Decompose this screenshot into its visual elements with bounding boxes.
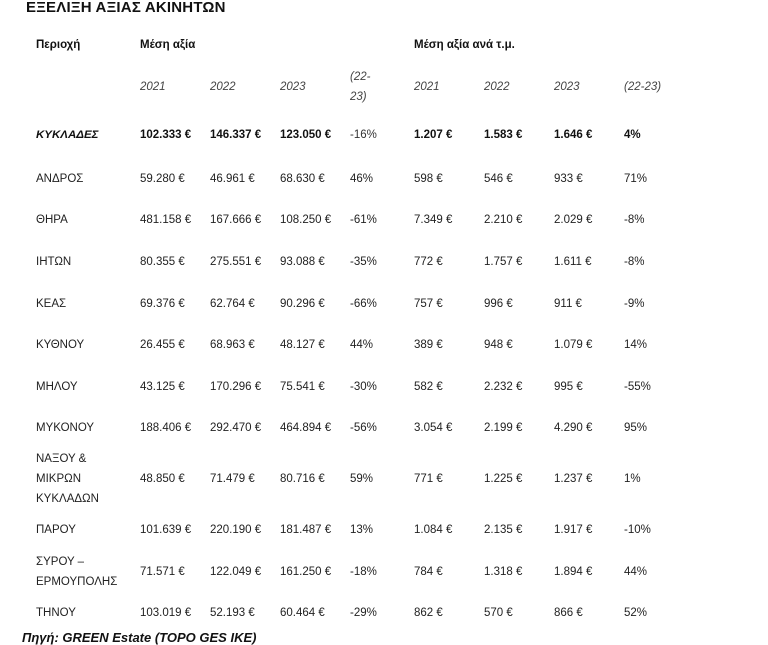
region-name <box>26 283 130 325</box>
value-text: 108.250 € <box>280 214 332 227</box>
value-text: 170.296 € <box>210 380 262 393</box>
header-avg-value: Μέση αξία <box>140 39 196 51</box>
sqm-change: 14% <box>624 339 648 352</box>
value-text: 995 € <box>554 380 583 393</box>
value-text: 52.193 € <box>210 607 255 620</box>
value-text: 771 € <box>414 473 443 486</box>
region-name <box>26 158 130 200</box>
value-2021 <box>130 509 200 551</box>
value-text: 292.470 € <box>210 422 262 435</box>
year-header: 2023 <box>554 81 580 93</box>
value-2023 <box>270 283 340 325</box>
table-row <box>26 241 684 283</box>
sqm-2022 <box>474 592 544 634</box>
value-text: 93.088 € <box>280 255 325 268</box>
region-text: ΜΗΛΟΥ <box>36 380 78 393</box>
value-text: 48.850 € <box>140 473 185 486</box>
sqm-change: -8% <box>624 214 645 227</box>
value-text: 1.583 € <box>484 129 523 141</box>
value-text: 3.054 € <box>414 422 453 435</box>
value-text: 90.296 € <box>280 297 325 310</box>
sqm-2021 <box>404 112 474 158</box>
value-2022 <box>200 366 270 408</box>
value-change: -66% <box>350 297 377 310</box>
value-2021 <box>130 158 200 200</box>
value-2021 <box>130 112 200 158</box>
year-header: 2021 <box>140 81 166 93</box>
sqm-2022 <box>474 449 544 509</box>
value-text: 1.917 € <box>554 523 593 536</box>
value-text: 757 € <box>414 297 443 310</box>
sqm-2023 <box>544 449 614 509</box>
value-2023 <box>270 592 340 634</box>
sqm-2022 <box>474 283 544 325</box>
region-name <box>26 200 130 242</box>
value-text: 101.639 € <box>140 523 192 536</box>
region-name <box>26 408 130 450</box>
sqm-2023 <box>544 551 614 593</box>
value-text: 181.487 € <box>280 523 332 536</box>
value-text: 1.207 € <box>414 129 453 141</box>
value-2023 <box>270 324 340 366</box>
sqm-2021 <box>404 158 474 200</box>
value-text: 866 € <box>554 607 583 620</box>
year-header: 2023 <box>280 81 306 93</box>
region-name <box>26 509 130 551</box>
sqm-change: 95% <box>624 422 648 435</box>
sqm-2022 <box>474 366 544 408</box>
region-name <box>26 241 130 283</box>
change-header-text: (22-23) <box>350 71 371 103</box>
value-text: 2.199 € <box>484 422 523 435</box>
value-text: 68.630 € <box>280 172 325 185</box>
year-header: 2022 <box>484 81 510 93</box>
source-note: Πηγή: GREEN Estate (TOPO GES IKE) <box>22 630 257 645</box>
table-row <box>26 551 684 593</box>
value-text: 570 € <box>484 607 513 620</box>
value-text: 68.963 € <box>210 339 255 352</box>
value-text: 46.961 € <box>210 172 255 185</box>
sqm-2022 <box>474 158 544 200</box>
value-text: 59.280 € <box>140 172 185 185</box>
value-text: 1.237 € <box>554 473 593 486</box>
value-text: 75.541 € <box>280 380 325 393</box>
table-row <box>26 592 684 634</box>
value-2021 <box>130 324 200 366</box>
value-2022 <box>200 408 270 450</box>
value-text: 1.079 € <box>554 339 593 352</box>
region-name <box>26 366 130 408</box>
sqm-2023 <box>544 408 614 450</box>
page-title: ΕΞΕΛΙΞΗ ΑΞΙΑΣ ΑΚΙΝΗΤΩΝ <box>26 0 226 16</box>
region-text: ΝΑΞΟΥ & ΜΙΚΡΩΝ ΚΥΚΛΑΔΩΝ <box>36 453 99 506</box>
region-text: ΙΗΤΩΝ <box>36 255 72 268</box>
value-change: -35% <box>350 255 377 268</box>
value-2022 <box>200 158 270 200</box>
value-text: 220.190 € <box>210 523 262 536</box>
region-text: ΚΥΘΝΟΥ <box>36 339 85 352</box>
value-text: 1.225 € <box>484 473 523 486</box>
sqm-2023 <box>544 324 614 366</box>
value-text: 948 € <box>484 339 513 352</box>
value-text: 275.551 € <box>210 255 262 268</box>
value-2023 <box>270 551 340 593</box>
value-2022 <box>200 241 270 283</box>
sqm-2022 <box>474 112 544 158</box>
value-text: 996 € <box>484 297 513 310</box>
value-change: 46% <box>350 172 374 185</box>
value-text: 2.232 € <box>484 380 523 393</box>
header-row <box>26 28 684 62</box>
years-empty-cell <box>26 62 130 112</box>
value-text: 2.135 € <box>484 523 523 536</box>
year-header: 2022 <box>210 81 236 93</box>
region-text: ΠΑΡΟΥ <box>36 523 76 536</box>
year-header: 2021 <box>414 81 440 93</box>
value-text: 43.125 € <box>140 380 185 393</box>
table-row <box>26 509 684 551</box>
sqm-change: 52% <box>624 607 648 620</box>
sqm-2023 <box>544 158 614 200</box>
value-change: -18% <box>350 565 377 578</box>
region-text: ΘΗΡΑ <box>36 214 68 227</box>
sqm-2021 <box>404 509 474 551</box>
table-row <box>26 449 684 509</box>
value-text: 582 € <box>414 380 443 393</box>
value-2022 <box>200 200 270 242</box>
value-2023 <box>270 112 340 158</box>
region-text: ΣΥΡΟΥ – ΕΡΜΟΥΠΟΛΗΣ <box>36 555 118 588</box>
sqm-2023 <box>544 592 614 634</box>
table-row <box>26 408 684 450</box>
table-row <box>26 200 684 242</box>
sqm-2022 <box>474 408 544 450</box>
region-name <box>26 551 130 593</box>
sqm-2021 <box>404 200 474 242</box>
sqm-2022 <box>474 551 544 593</box>
value-text: 80.355 € <box>140 255 185 268</box>
value-2022 <box>200 592 270 634</box>
value-2022 <box>200 283 270 325</box>
value-text: 26.455 € <box>140 339 185 352</box>
value-text: 2.210 € <box>484 214 523 227</box>
sqm-2021 <box>404 592 474 634</box>
value-2023 <box>270 241 340 283</box>
sqm-2023 <box>544 241 614 283</box>
sqm-2021 <box>404 241 474 283</box>
value-text: 80.716 € <box>280 473 325 486</box>
value-text: 598 € <box>414 172 443 185</box>
sqm-change: 44% <box>624 565 648 578</box>
value-2022 <box>200 551 270 593</box>
value-2021 <box>130 592 200 634</box>
value-2021 <box>130 241 200 283</box>
value-2022 <box>200 509 270 551</box>
value-2022 <box>200 449 270 509</box>
sqm-2023 <box>544 509 614 551</box>
value-text: 167.666 € <box>210 214 262 227</box>
value-text: 1.084 € <box>414 523 453 536</box>
value-2023 <box>270 449 340 509</box>
sqm-2021 <box>404 283 474 325</box>
region-name: ΚΥΚΛΑΔΕΣ <box>36 129 99 141</box>
value-text: 123.050 € <box>280 129 332 141</box>
value-text: 1.757 € <box>484 255 523 268</box>
sqm-change: 71% <box>624 172 648 185</box>
value-2023 <box>270 509 340 551</box>
value-change: -56% <box>350 422 377 435</box>
sqm-2021 <box>404 324 474 366</box>
value-2021 <box>130 551 200 593</box>
change-header: (22-23) <box>624 81 662 93</box>
value-text: 772 € <box>414 255 443 268</box>
sqm-2021 <box>404 408 474 450</box>
value-2021 <box>130 408 200 450</box>
years-row <box>26 62 684 112</box>
value-2023 <box>270 200 340 242</box>
region-text: ΤΗΝΟΥ <box>36 607 76 620</box>
value-text: 784 € <box>414 565 443 578</box>
value-2021 <box>130 200 200 242</box>
value-text: 188.406 € <box>140 422 192 435</box>
sqm-2022 <box>474 509 544 551</box>
sqm-2022 <box>474 200 544 242</box>
sqm-2023 <box>544 200 614 242</box>
value-2023 <box>270 408 340 450</box>
value-text: 71.571 € <box>140 565 185 578</box>
value-text: 161.250 € <box>280 565 332 578</box>
value-text: 48.127 € <box>280 339 325 352</box>
value-2021 <box>130 366 200 408</box>
value-text: 1.318 € <box>484 565 523 578</box>
sqm-2023 <box>544 112 614 158</box>
property-values-table <box>26 28 684 634</box>
sqm-2022 <box>474 324 544 366</box>
value-text: 862 € <box>414 607 443 620</box>
table-row <box>26 324 684 366</box>
table-row <box>26 283 684 325</box>
sqm-2023 <box>544 283 614 325</box>
value-text: 933 € <box>554 172 583 185</box>
value-text: 911 € <box>554 297 582 310</box>
value-text: 389 € <box>414 339 443 352</box>
value-text: 71.479 € <box>210 473 255 486</box>
value-2022 <box>200 112 270 158</box>
region-name <box>26 449 130 509</box>
region-text: ΜΥΚΟΝΟΥ <box>36 422 95 435</box>
value-text: 69.376 € <box>140 297 185 310</box>
change-header <box>340 62 404 112</box>
value-change: -61% <box>350 214 377 227</box>
header-region: Περιοχή <box>36 39 81 51</box>
sqm-change: -8% <box>624 255 645 268</box>
sqm-change: 1% <box>624 473 641 486</box>
value-2023 <box>270 158 340 200</box>
sqm-2021 <box>404 449 474 509</box>
sqm-2021 <box>404 366 474 408</box>
value-text: 62.764 € <box>210 297 255 310</box>
sqm-change: 4% <box>624 129 641 141</box>
value-change: 44% <box>350 339 374 352</box>
value-2021 <box>130 283 200 325</box>
table-row <box>26 158 684 200</box>
sqm-change: -9% <box>624 297 645 310</box>
value-text: 103.019 € <box>140 607 192 620</box>
value-text: 1.894 € <box>554 565 593 578</box>
value-change: -29% <box>350 607 377 620</box>
value-2022 <box>200 324 270 366</box>
value-text: 7.349 € <box>414 214 453 227</box>
sqm-2022 <box>474 241 544 283</box>
value-text: 464.894 € <box>280 422 332 435</box>
value-change: -16% <box>350 129 377 141</box>
value-text: 122.049 € <box>210 565 262 578</box>
value-text: 546 € <box>484 172 513 185</box>
value-change: 59% <box>350 473 374 486</box>
value-change: -30% <box>350 380 377 393</box>
value-text: 481.158 € <box>140 214 192 227</box>
value-text: 1.646 € <box>554 129 593 141</box>
sqm-2021 <box>404 551 474 593</box>
value-text: 1.611 € <box>554 255 592 268</box>
sqm-change: -10% <box>624 523 651 536</box>
sqm-2023 <box>544 366 614 408</box>
table-row <box>26 366 684 408</box>
value-2021 <box>130 449 200 509</box>
value-text: 102.333 € <box>140 129 192 141</box>
region-text: ΑΝΔΡΟΣ <box>36 172 84 185</box>
value-text: 146.337 € <box>210 129 262 141</box>
total-row <box>26 112 684 158</box>
value-text: 2.029 € <box>554 214 593 227</box>
value-change: 13% <box>350 523 374 536</box>
value-text: 4.290 € <box>554 422 593 435</box>
region-name <box>26 592 130 634</box>
value-text: 60.464 € <box>280 607 325 620</box>
sqm-change: -55% <box>624 380 651 393</box>
region-name <box>26 324 130 366</box>
region-text: ΚΕΑΣ <box>36 297 67 310</box>
value-2023 <box>270 366 340 408</box>
header-avg-value-per-sqm: Μέση αξία ανά τ.μ. <box>414 39 515 51</box>
